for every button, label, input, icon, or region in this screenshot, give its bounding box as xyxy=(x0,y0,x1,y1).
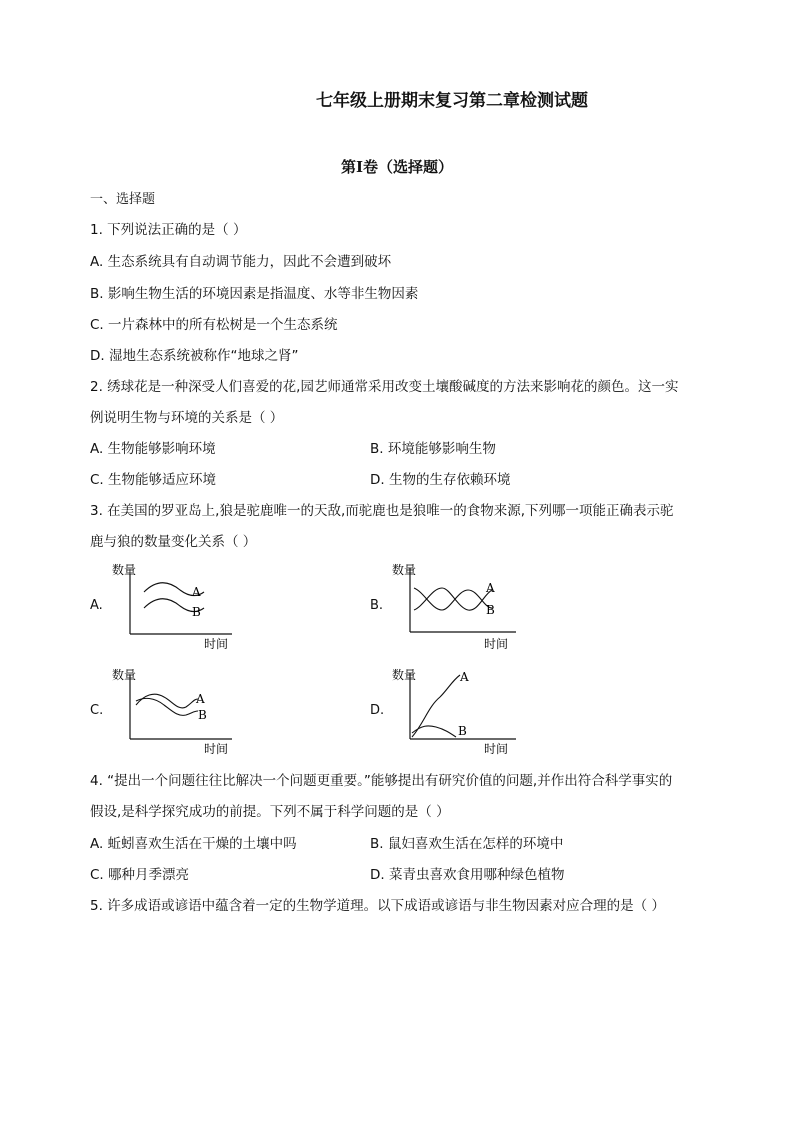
curve-a-label: A xyxy=(486,581,495,595)
q4-stem-line2: 假设,是科学探究成功的前提。下列不属于科学问题的是（ ） xyxy=(90,804,450,820)
curve-b xyxy=(136,698,198,715)
q1-option-c: C. 一片森林中的所有松树是一个生态系统 xyxy=(90,317,338,333)
q2-option-d: D. 生物的生存依赖环境 xyxy=(370,472,511,488)
x-axis-label: 时间 xyxy=(484,637,509,651)
q4-option-d: D. 菜青虫喜欢食用哪种绿色植物 xyxy=(370,867,565,883)
q3-graph-b xyxy=(388,562,528,654)
y-axis-label: 数量 xyxy=(392,563,417,577)
q4-stem-line1: 4. “提出一个问题往往比解决一个问题更重要。”能够提出有研究价值的问题,并作出符合科学事实的 xyxy=(90,773,673,789)
q1-option-b: B. 影响生物生活的环境因素是指温度、水等非生物因素 xyxy=(90,286,419,302)
q3-stem-line1: 3. 在美国的罗亚岛上,狼是驼鹿唯一的天敌,而驼鹿也是狼唯一的食物来源,下列哪一项能正确表示驼 xyxy=(90,503,674,519)
curve-b-label: B xyxy=(198,708,207,722)
q3-graph-a xyxy=(108,562,238,654)
curve-b-label: B xyxy=(458,724,467,738)
q4-option-c: C. 哪种月季漂亮 xyxy=(90,867,190,883)
x-axis-label: 时间 xyxy=(484,742,509,756)
q2-stem-line1: 2. 绣球花是一种深受人们喜爱的花,园艺师通常采用改变土壤酸碱度的方法来影响花的颜色。这一实 xyxy=(90,379,679,395)
y-axis-label: 数量 xyxy=(392,668,417,682)
curve-a-label: A xyxy=(460,670,469,684)
curve-a-label: A xyxy=(192,585,201,599)
q4-option-b: B. 鼠妇喜欢生活在怎样的环境中 xyxy=(370,836,564,852)
q5-stem: 5. 许多成语或谚语中蕴含着一定的生物学道理。以下成语或谚语与非生物因素对应合理的是（ ） xyxy=(90,898,665,914)
q1-stem: 1. 下列说法正确的是（ ） xyxy=(90,222,247,238)
curve-b-label: B xyxy=(486,603,495,617)
curve-b-label: B xyxy=(192,605,201,619)
q3-graph-c xyxy=(108,667,238,759)
q3-stem-line2: 鹿与狼的数量变化关系（ ） xyxy=(90,534,257,550)
q3-option-d-label: D. xyxy=(370,703,385,718)
q1-option-a: A. 生态系统具有自动调节能力，因此不会遭到破坏 xyxy=(90,254,392,270)
curve-a xyxy=(136,694,198,708)
q4-option-a: A. 蚯蚓喜欢生活在干燥的土壤中吗 xyxy=(90,836,297,852)
document-title: 七年级上册期末复习第二章检测试题 xyxy=(316,91,588,111)
x-axis-label: 时间 xyxy=(204,742,229,756)
x-axis-label: 时间 xyxy=(204,637,229,651)
q3-option-c-label: C. xyxy=(90,703,104,718)
volume-heading: 第I卷（选择题） xyxy=(340,158,454,176)
q2-option-c: C. 生物能够适应环境 xyxy=(90,472,217,488)
q3-option-b-label: B. xyxy=(370,598,384,613)
y-axis-label: 数量 xyxy=(112,668,137,682)
q2-option-b: B. 环境能够影响生物 xyxy=(370,441,496,457)
curve-a-label: A xyxy=(196,692,205,706)
q3-graph-d xyxy=(388,667,528,759)
y-axis-label: 数量 xyxy=(112,563,137,577)
q2-option-a: A. 生物能够影响环境 xyxy=(90,441,216,457)
section-heading: 一、选择题 xyxy=(90,192,156,207)
q1-option-d: D. 湿地生态系统被称作“地球之肾” xyxy=(90,348,299,364)
q2-stem-line2: 例说明生物与环境的关系是（ ） xyxy=(90,410,284,426)
curve-a xyxy=(414,588,492,610)
q3-option-a-label: A. xyxy=(90,598,103,613)
